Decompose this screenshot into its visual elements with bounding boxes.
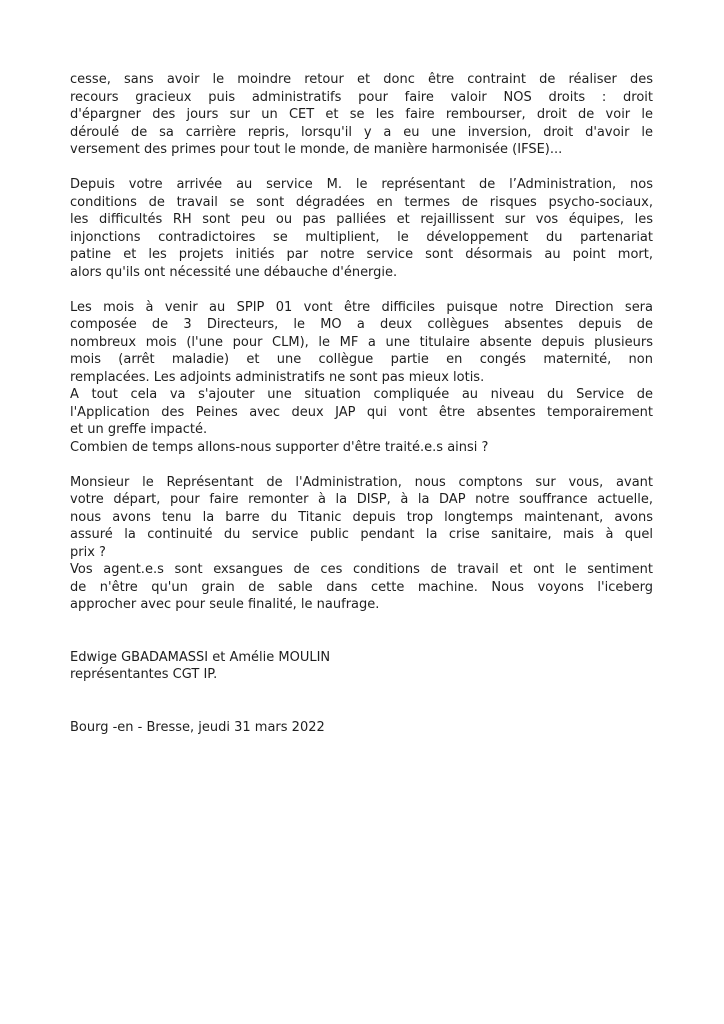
paragraph-rights bbox=[70, 71, 653, 159]
text-line: les difficultés RH sont peu ou pas palliées et rejaillissent sur vos équipes, les bbox=[70, 212, 653, 227]
text-line: A tout cela va s'ajouter une situation compliquée au niveau du Service de bbox=[70, 387, 653, 402]
text-line: recours gracieux puis administratifs pour faire valoir NOS droits : droit bbox=[70, 89, 653, 105]
text-line: composée de 3 Directeurs, le MO a deux collègues absentes depuis de bbox=[70, 317, 653, 332]
text-line: assuré la continuité du service public pendant la crise sanitaire, mais à quel bbox=[70, 527, 653, 542]
text-line: Monsieur le Représentant de l'Administration, nous comptons sur vous, avant bbox=[70, 474, 653, 490]
paragraph-staffing bbox=[70, 299, 653, 457]
signatory-role: représentantes CGT IP. bbox=[70, 667, 218, 682]
text-line: l'Application des Peines avec deux JAP qui vont être absentes temporairement bbox=[70, 404, 653, 420]
text-line: injonctions contradictoires se multiplient, le développement du partenariat bbox=[70, 229, 653, 245]
text-line: déroulé de sa carrière repris, lorsqu'il y a eu une inversion, droit d'avoir le bbox=[70, 124, 653, 140]
text-line: Les mois à venir au SPIP 01 vont être difficiles puisque notre Direction sera bbox=[70, 299, 653, 315]
text-line: cesse, sans avoir le moindre retour et donc être contraint de réaliser des bbox=[70, 72, 653, 87]
signatory-names: Edwige GBADAMASSI et Amélie MOULIN bbox=[70, 649, 331, 665]
text-line: nombreux mois (l'une pour CLM), le MF a une titulaire absente depuis plusieurs bbox=[70, 334, 653, 350]
text-line: votre départ, pour faire remonter à la DISP, à la DAP notre souffrance actuelle, bbox=[70, 492, 653, 507]
text-line: alors qu'ils ont nécessité une débauche d'énergie. bbox=[70, 264, 398, 280]
text-line: conditions de travail se sont dégradées en termes de risques psycho-sociaux, bbox=[70, 194, 653, 210]
text-line: d'épargner des jours sur un CET et se les faire rembourser, droit de voir le bbox=[70, 107, 653, 122]
text-line: versement des primes pour tout le monde, de manière harmonisée (IFSE)... bbox=[70, 142, 563, 157]
text-line: Vos agent.e.s sont exsangues de ces conditions de travail et ont le sentiment bbox=[70, 562, 653, 577]
text-line: Combien de temps allons-nous supporter d'être traité.e.s ainsi ? bbox=[70, 439, 489, 455]
paragraph-working-conditions bbox=[70, 176, 653, 281]
signature-block bbox=[70, 649, 653, 684]
text-line: Depuis votre arrivée au service M. le représentant de l’Administration, nos bbox=[70, 177, 653, 192]
place-and-date bbox=[70, 719, 653, 737]
text-line: remplacées. Les adjoints administratifs ne sont pas mieux lotis. bbox=[70, 369, 485, 385]
text-line: et un greffe impacté. bbox=[70, 422, 208, 437]
paragraph-appeal bbox=[70, 474, 653, 614]
place-date-text: Bourg -en - Bresse, jeudi 31 mars 2022 bbox=[70, 719, 325, 735]
text-line: patine et les projets initiés par notre service sont désormais au point mort, bbox=[70, 247, 653, 262]
text-line: mois (arrêt maladie) et une collègue partie en congés maternité, non bbox=[70, 352, 653, 367]
text-line: nous avons tenu la barre du Titanic depuis trop longtemps maintenant, avons bbox=[70, 509, 653, 525]
document-page bbox=[70, 71, 653, 736]
text-line: prix ? bbox=[70, 544, 106, 560]
text-line: de n'être qu'un grain de sable dans cette machine. Nous voyons l'iceberg bbox=[70, 579, 653, 595]
text-line: approcher avec pour seule finalité, le naufrage. bbox=[70, 597, 380, 612]
